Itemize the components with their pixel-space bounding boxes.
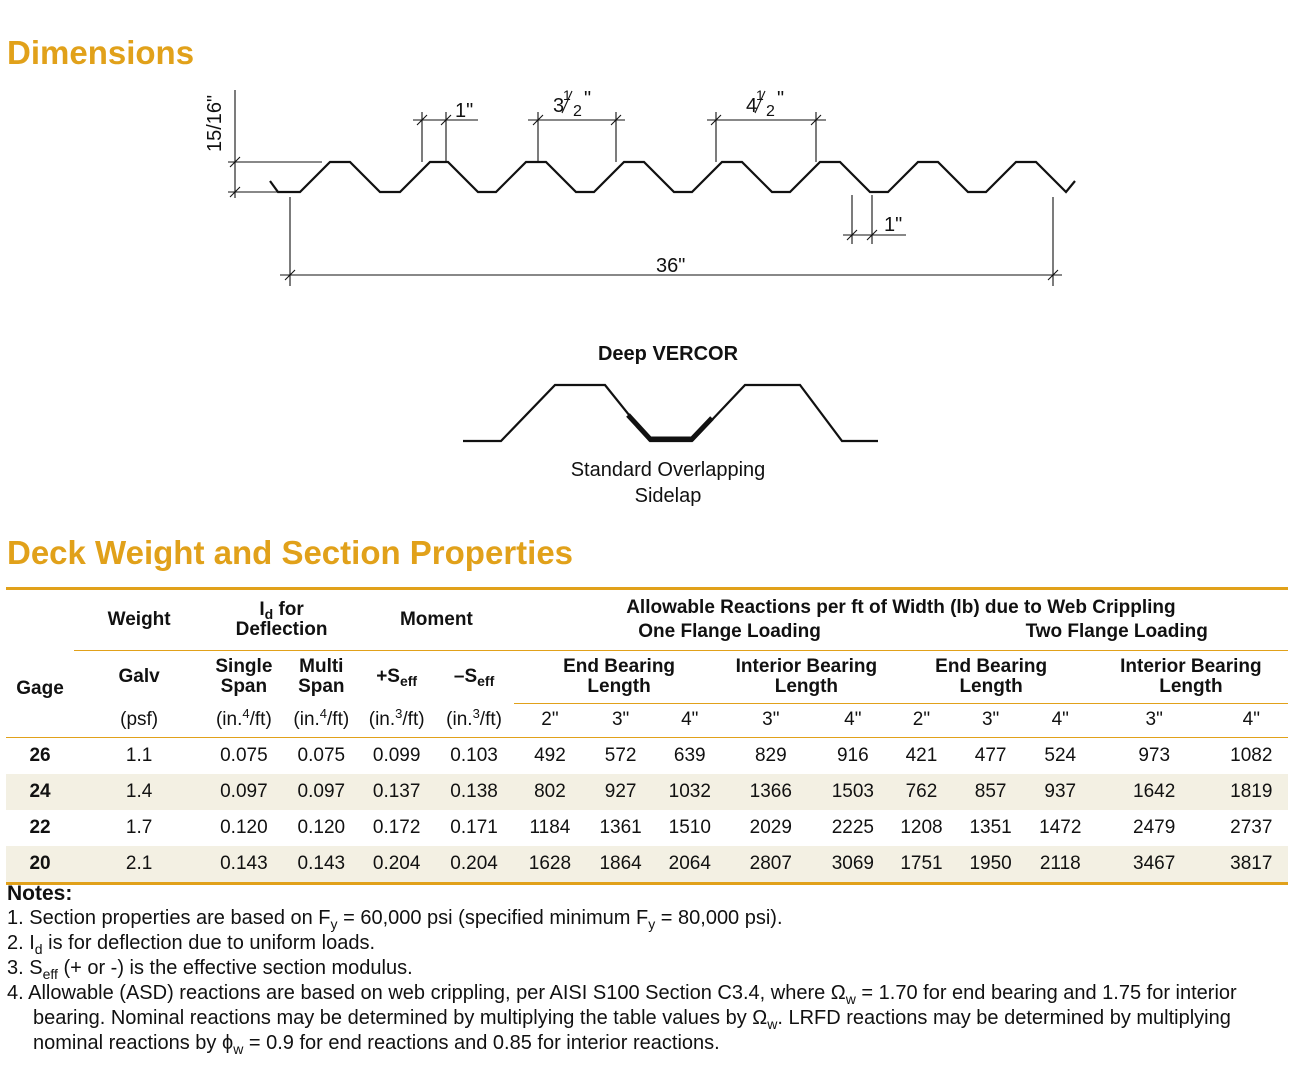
unit-psf: (psf) [120, 708, 159, 730]
profile-name: Deep VERCOR [597, 343, 739, 365]
value-cell: 3817 [1215, 846, 1288, 884]
unit-single: (in.$^4$/ft) [215, 705, 272, 730]
pitch-b-num: 1 [756, 87, 764, 103]
value-cell: 0.204 [359, 846, 434, 884]
sidelap-line2: Sidelap [634, 485, 702, 507]
unit-pos-seff: (in.$^3$/ft) [368, 705, 425, 730]
value-cell: 2225 [831, 816, 874, 838]
value-cell: 2737 [1230, 816, 1273, 838]
bearing-3in: 3" [762, 709, 780, 730]
svg-text:15/16": 15/16" [204, 94, 226, 152]
value-cell: 1082 [1230, 744, 1273, 766]
value-cell: 857 [954, 774, 1026, 810]
value-cell: 477 [974, 744, 1007, 766]
pitch-a-unit: " [584, 88, 592, 110]
bearing-4in: 4" [844, 709, 862, 730]
value-cell: 916 [836, 744, 869, 766]
dimensions-title: Dimensions [7, 34, 195, 71]
bearing-2in: 2" [541, 709, 559, 730]
value-cell: 1351 [969, 816, 1012, 838]
note-1: 1. Section properties are based on $F_y = 60,000$ psi (specified minimum $F_y = 80,000$ psi). [7, 907, 783, 932]
two-flange-header: Two Flange Loading [1025, 621, 1208, 642]
table-body [6, 737, 1288, 883]
bearing-3in: 3" [981, 709, 1000, 730]
unit-multi: (in.$^4$/ft) [293, 705, 350, 730]
one-end-bearing-header: End Bearing Length [514, 651, 725, 704]
value-cell: 2.1 [74, 846, 204, 884]
reactions-title: Allowable Reactions per ft of Width (lb) due to Web Crippling [626, 597, 1176, 618]
bearing-4in: 4" [681, 709, 699, 730]
gage-cell: 24 [6, 774, 74, 810]
note-3: 3. $S_{eff}$ (+ or -) is the effective section modulus. [7, 957, 413, 982]
unit-neg-seff: (in.$^3$/ft) [446, 705, 502, 730]
section-properties-table [6, 587, 1288, 885]
value-cell: 572 [604, 744, 637, 766]
table-row [6, 774, 1288, 810]
top-flange-label: 1" [455, 100, 474, 122]
one-interior-bearing-header: Interior Bearing Length [724, 651, 888, 704]
pitch-a-den: 2 [573, 103, 582, 120]
notes-section [7, 881, 1297, 1056]
gage-cell: 22 [29, 816, 51, 838]
value-cell: 1361 [599, 816, 642, 838]
deck-profile-line [270, 162, 1075, 192]
bottom-flange-label: 1" [884, 214, 903, 236]
value-cell: 937 [1027, 774, 1094, 810]
cover-width-label: 36" [656, 255, 686, 277]
value-cell: 2118 [1027, 846, 1094, 884]
moment-header: Moment [359, 589, 514, 651]
reactions-header [514, 589, 1288, 651]
bearing-4in: 4" [1051, 709, 1069, 730]
value-cell: 1628 [514, 846, 586, 884]
value-cell: 802 [514, 774, 586, 810]
value-cell: 0.103 [450, 744, 498, 766]
value-cell: 2064 [655, 846, 724, 884]
bearing-3in: 3" [1145, 709, 1163, 730]
pitch-a-whole: 3 [553, 95, 565, 117]
value-cell: 0.143 [204, 846, 283, 884]
value-cell: 0.120 [220, 816, 268, 838]
value-cell: 1864 [586, 846, 655, 884]
value-cell: 0.171 [450, 816, 498, 838]
pos-seff-header: $+S_{eff}$ [376, 666, 418, 689]
gage-header: Gage [6, 589, 74, 704]
multi-span-header: Multi Span [298, 656, 345, 697]
deck-dimension-diagram [0, 80, 1316, 295]
value-cell: 1503 [817, 774, 888, 810]
value-cell: 973 [1138, 744, 1171, 766]
value-cell: 1184 [529, 816, 571, 838]
value-cell: 0.097 [204, 774, 283, 810]
bearing-2in: 2" [912, 709, 931, 730]
galv-header: Galv [118, 666, 160, 687]
value-cell: 1751 [888, 846, 954, 884]
value-cell: 1366 [724, 774, 817, 810]
id-header: $I_d$ for Deflection [204, 589, 359, 651]
header-row-1 [6, 589, 1288, 651]
height-label-den: 16 [204, 101, 226, 125]
bearing-4in: 4" [1242, 709, 1260, 730]
weight-header: Weight [74, 589, 204, 651]
value-cell: 1642 [1094, 774, 1215, 810]
value-cell: 421 [905, 744, 938, 766]
table-row [6, 737, 1288, 774]
value-cell: 829 [754, 744, 787, 766]
sidelap-profile-line [463, 385, 878, 441]
sidelap-overlap-line [628, 415, 712, 439]
value-cell: 0.138 [434, 774, 513, 810]
gage-cell: 20 [6, 846, 74, 884]
value-cell: 1472 [1039, 816, 1082, 838]
value-cell: 2479 [1133, 816, 1176, 838]
one-flange-header: One Flange Loading [638, 621, 821, 642]
header-row-2 [6, 651, 1288, 704]
pitch-b-unit: " [777, 88, 785, 110]
notes-title: Notes: [7, 882, 73, 905]
value-cell: 0.204 [434, 846, 513, 884]
neg-seff-header: $-S_{eff}$ [453, 666, 495, 689]
pitch-a-num: 1 [563, 87, 571, 103]
value-cell: 0.099 [372, 744, 421, 766]
value-cell: 3467 [1094, 846, 1215, 884]
value-cell: 762 [888, 774, 954, 810]
sidelap-line1: Standard Overlapping [570, 459, 766, 481]
value-cell: 1819 [1215, 774, 1288, 810]
height-label-num: 15 [204, 129, 226, 152]
value-cell: 0.075 [220, 744, 268, 766]
value-cell: 1.4 [74, 774, 204, 810]
value-cell: 0.143 [284, 846, 359, 884]
sidelap-profile-diagram [0, 335, 1316, 510]
value-cell: 2807 [724, 846, 817, 884]
value-cell: 1.7 [125, 816, 153, 838]
bearing-3in: 3" [611, 709, 630, 730]
value-cell: 3069 [817, 846, 888, 884]
two-end-bearing-header: End Bearing Length [888, 651, 1093, 704]
value-cell: 0.120 [297, 816, 346, 838]
value-cell: 0.075 [297, 744, 346, 766]
value-cell: 639 [673, 744, 706, 766]
value-cell: 0.172 [372, 816, 421, 838]
two-interior-bearing-header: Interior Bearing Length [1094, 651, 1288, 704]
value-cell: 0.137 [359, 774, 434, 810]
note-4: 4. Allowable (ASD) reactions are based on web crippling, per AISI S100 Section C3.4, where $\Omega_w = 1.70$ for end bearing and 1.75 for interior bearing. Nominal reactions may be determined by multiplying the table values by $\Omega_w$. LRFD reactions may be determined by multiplying nominal reactions by $\phi_w = 0.9$ for end reactions and 0.85 for interior reactions. [7, 982, 1237, 1057]
gage-cell: 26 [29, 744, 51, 766]
value-cell: 0.097 [284, 774, 359, 810]
value-cell: 2029 [749, 816, 792, 838]
value-cell: 1.1 [125, 744, 153, 766]
note-2: 2. $I_d$ is for deflection due to uniform loads. [7, 932, 375, 957]
units-row [6, 703, 1288, 737]
value-cell: 1510 [668, 816, 711, 838]
value-cell: 524 [1044, 744, 1077, 766]
deck-properties-title: Deck Weight and Section Properties [7, 534, 574, 571]
single-span-header: Single Span [215, 656, 273, 697]
table-row [6, 846, 1288, 884]
value-cell: 927 [586, 774, 655, 810]
value-cell: 1208 [900, 816, 943, 838]
pitch-b-den: 2 [766, 103, 775, 120]
pitch-b-whole: 4 [746, 95, 758, 117]
table-row [6, 810, 1288, 846]
value-cell: 1950 [954, 846, 1026, 884]
height-label-unit: " [204, 94, 226, 102]
value-cell: 492 [534, 744, 566, 766]
value-cell: 1032 [655, 774, 724, 810]
